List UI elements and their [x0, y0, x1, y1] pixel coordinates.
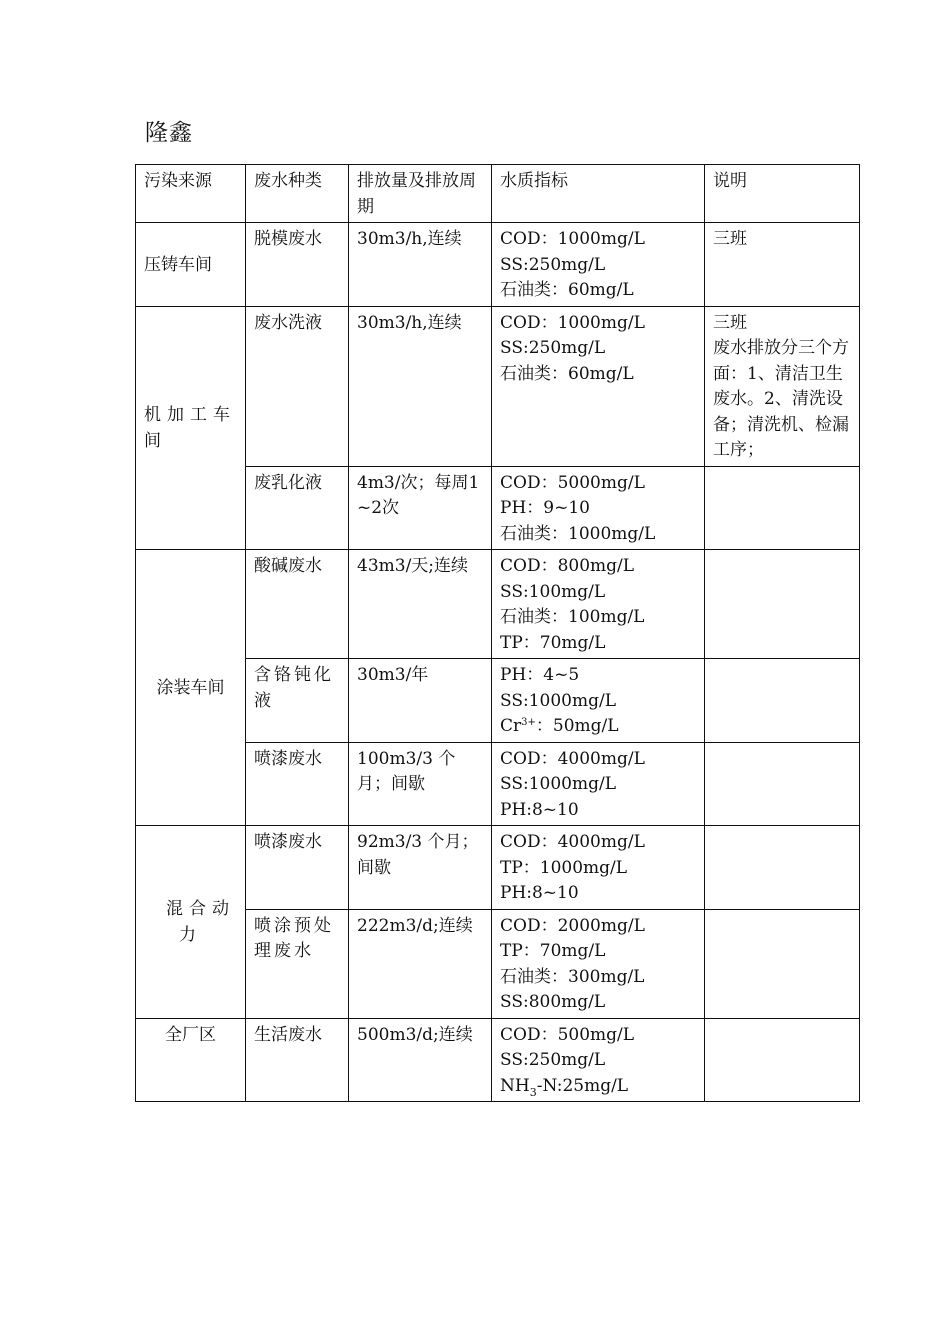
wastewater-type-cell: [246, 909, 349, 1018]
discharge-amount-label: 30m3/h,连续: [357, 229, 462, 249]
water-quality-item: 石油类：60mg/L: [500, 363, 634, 384]
water-quality-item: COD：500mg/L: [500, 1024, 635, 1045]
wastewater-type-label: 废乳化液: [254, 472, 322, 493]
column-header: 水质指标: [492, 165, 705, 223]
water-quality-item: PH：9~10: [500, 498, 590, 518]
pollution-source-label: 机加工车间: [144, 405, 236, 451]
note-cell: [705, 909, 860, 1018]
note-cell: [705, 466, 860, 550]
discharge-amount-label: 222m3/d;连续: [357, 915, 473, 936]
water-quality-item: TP：1000mg/L: [500, 857, 628, 878]
wastewater-type-cell: [246, 223, 349, 307]
discharge-amount-cell: [349, 1018, 492, 1102]
discharge-amount-cell: [349, 909, 492, 1018]
water-quality-item: SS:800mg/L: [500, 992, 606, 1012]
discharge-amount-cell: [349, 659, 492, 743]
wastewater-type-cell: [246, 1018, 349, 1102]
water-quality-item: PH：4~5: [500, 665, 580, 685]
table-row: [136, 223, 860, 307]
column-header: 污染来源: [136, 165, 246, 223]
pollution-source-cell: [136, 1018, 246, 1102]
table-row: [136, 550, 860, 659]
pollution-source-label: 全厂区: [165, 1024, 216, 1045]
wastewater-type-cell: [246, 550, 349, 659]
water-quality-item: COD：5000mg/L: [500, 472, 645, 493]
pollution-source-label: 压铸车间: [144, 254, 212, 275]
wastewater-type-cell: [246, 306, 349, 466]
water-quality-cell: [492, 659, 705, 743]
water-quality-item: SS:100mg/L: [500, 581, 606, 602]
water-quality-item: 石油类：1000mg/L: [500, 523, 656, 544]
water-quality-item: PH:8~10: [500, 799, 579, 820]
column-header: 废水种类: [246, 165, 349, 223]
water-quality-item: COD：1000mg/L: [500, 312, 645, 333]
column-header: 说明: [705, 165, 860, 223]
wastewater-type-label: 脱模废水: [254, 229, 322, 249]
discharge-amount-label: 4m3/次；每周1~2次: [357, 472, 480, 518]
water-quality-item: 石油类：100mg/L: [500, 607, 645, 627]
water-quality-item: COD：1000mg/L: [500, 229, 645, 249]
note-cell: [705, 659, 860, 743]
table-row: [136, 826, 860, 910]
water-quality-cell: [492, 466, 705, 550]
page-title: 隆鑫: [145, 120, 193, 146]
wastewater-type-cell: [246, 742, 349, 826]
water-quality-cell: [492, 306, 705, 466]
note-cell: [705, 1018, 860, 1102]
discharge-amount-label: 92m3/3 个月；间歇: [357, 832, 479, 878]
discharge-amount-cell: [349, 742, 492, 826]
water-quality-item: COD：4000mg/L: [500, 832, 645, 852]
water-quality-cell: [492, 909, 705, 1018]
water-quality-item: COD：4000mg/L: [500, 748, 645, 769]
discharge-amount-cell: [349, 466, 492, 550]
water-quality-item: TP：70mg/L: [500, 941, 606, 961]
water-quality-item: SS:250mg/L: [500, 1050, 606, 1070]
wastewater-type-label: 喷漆废水: [254, 832, 322, 852]
wastewater-type-cell: [246, 826, 349, 910]
water-quality-item: PH:8~10: [500, 883, 579, 903]
pollution-source-cell: [136, 306, 246, 550]
discharge-amount-label: 100m3/3 个月；间歇: [357, 748, 456, 794]
discharge-amount-label: 30m3/年: [357, 665, 429, 685]
wastewater-type-label: 酸碱废水: [254, 556, 322, 576]
column-header: 排放量及排放周期: [349, 165, 492, 223]
water-quality-item: 石油类：300mg/L: [500, 966, 645, 987]
water-quality-cell: [492, 742, 705, 826]
discharge-amount-label: 30m3/h,连续: [357, 312, 462, 333]
note-cell: [705, 826, 860, 910]
water-quality-item: $NH_3-N:25mg/L$: [500, 1075, 629, 1099]
water-quality-cell: [492, 826, 705, 910]
pollution-source-label: 混合动力: [166, 899, 235, 945]
pollution-source-cell: [136, 550, 246, 826]
wastewater-type-label: 废水洗液: [254, 312, 322, 333]
water-quality-cell: [492, 550, 705, 659]
table-row: [136, 1018, 860, 1102]
note-cell: [705, 306, 860, 466]
water-quality-item: SS:250mg/L: [500, 338, 606, 358]
discharge-amount-cell: [349, 550, 492, 659]
discharge-amount-label: 43m3/天;连续: [357, 556, 469, 576]
discharge-amount-cell: [349, 306, 492, 466]
water-quality-item: 石油类：60mg/L: [500, 280, 634, 300]
pollution-source-cell: [136, 826, 246, 1019]
wastewater-type-label: 含铬钝化液: [254, 665, 334, 711]
wastewater-type-label: 喷漆废水: [254, 748, 322, 769]
water-quality-item: TP：70mg/L: [500, 632, 606, 653]
discharge-amount-label: 500m3/d;连续: [357, 1024, 473, 1045]
water-quality-item: COD：2000mg/L: [500, 915, 645, 936]
wastewater-type-label: 喷涂预处理废水: [254, 915, 334, 961]
wastewater-type-cell: [246, 659, 349, 743]
discharge-amount-cell: [349, 223, 492, 307]
water-quality-cell: [492, 223, 705, 307]
discharge-amount-cell: [349, 826, 492, 910]
water-quality-item: SS:1000mg/L: [500, 690, 617, 711]
water-quality-cell: [492, 1018, 705, 1102]
wastewater-type-cell: [246, 466, 349, 550]
table-row: [136, 306, 860, 466]
wastewater-type-label: 生活废水: [254, 1024, 322, 1045]
note-cell: [705, 550, 860, 659]
water-quality-item: COD：800mg/L: [500, 556, 635, 576]
note-text: 三班 废水排放分三个方面：1、清洁卫生废水。2、清洗设备；清洗机、检漏工序；: [713, 312, 849, 460]
wastewater-table: [135, 164, 860, 1102]
pollution-source-cell: [136, 223, 246, 307]
water-quality-item: SS:1000mg/L: [500, 774, 617, 794]
water-quality-item: SS:250mg/L: [500, 254, 606, 275]
water-quality-item: $Cr^{3+}$：50mg/L: [500, 716, 619, 736]
note-cell: [705, 223, 860, 307]
note-cell: [705, 742, 860, 826]
note-text: 三班: [713, 229, 747, 249]
table-header-row: [136, 165, 860, 223]
pollution-source-label: 涂装车间: [156, 677, 225, 698]
